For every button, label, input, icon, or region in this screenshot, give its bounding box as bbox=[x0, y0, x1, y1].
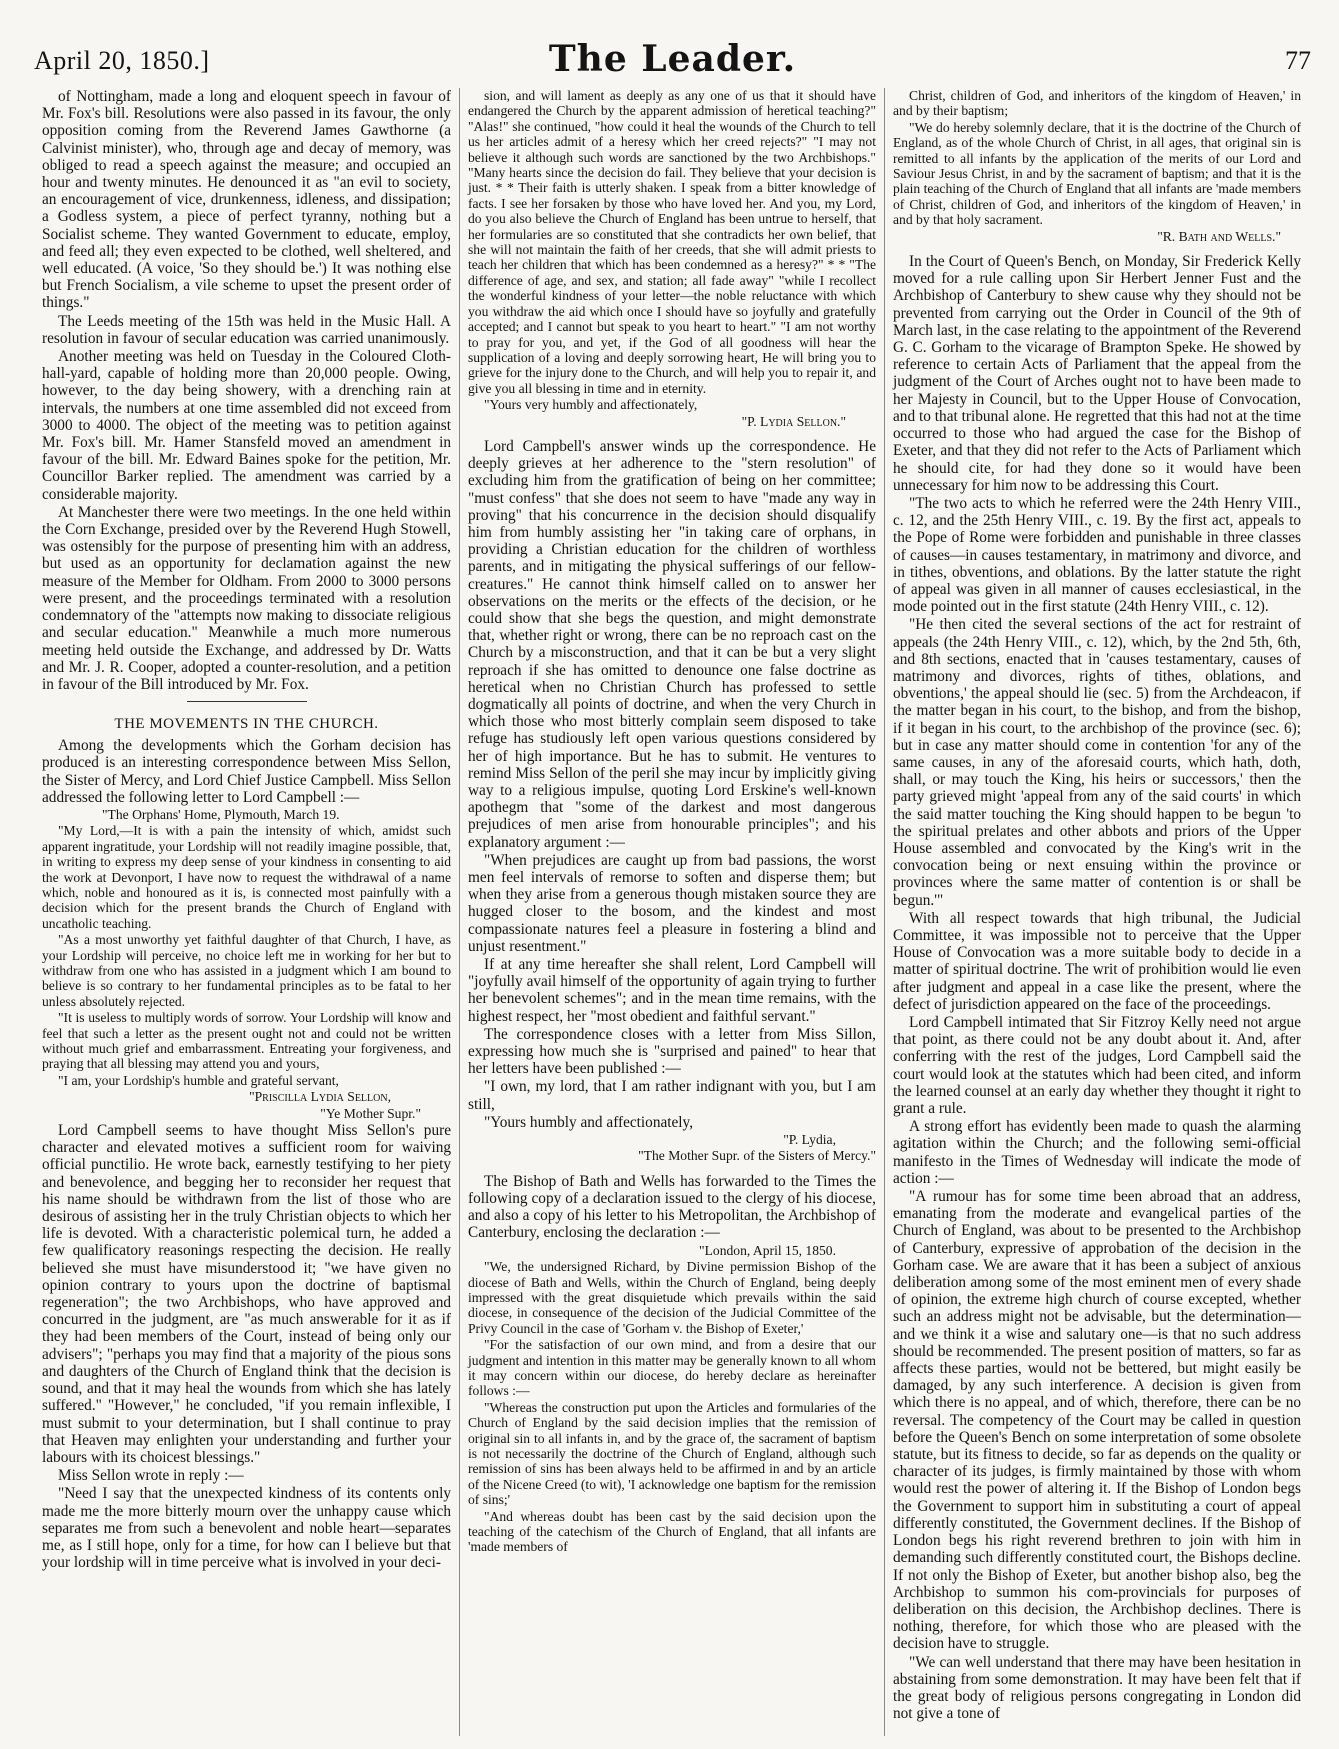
paragraph: "He then cited the several sections of the act for restraint of appeals (the 24th Henry VIII., c. 12), which, by the 2nd 5th, 6th, and 8th sections, enacted that in 'causes testamentary, causes of matrimony and divorces, rights of tithes, oblations, and obventions,' the appeal should lie (sec. 5) from the Archdeacon, if the matter began in his court, to the bishop, and from the bishop, if it began in his court, to the archbishop of the province (sec. 6); but in case any matter should come in contention 'for any of the same causes, in any of the aforesaid courts, which hath, doth, shall, or may touch the King, his heirs or successors,' then the party grieved might 'appeal from any of the said courts' in which the said matter touching the King should happen to be begun 'to the spiritual prelates and other abbots and priors of the Upper House assembled and convocated by the King's writ in the convocation being or next ensuing within the province or provinces where the same matter of contention is or shall be begun.'" bbox=[893, 616, 1301, 909]
paragraph: Miss Sellon wrote in reply :— bbox=[58, 1467, 244, 1485]
col2b-paragraphs bbox=[468, 438, 876, 1131]
paragraph: "Need I say that the unexpected kindness of its contents only made me the more bitterly mourn over the unhappy cause which separates me from such a benevolent and noble heart—separates me, as I still hope, only for a time, for how can I believe but that your lordship will in time perceive what is involved in your deci- bbox=[42, 1485, 451, 1572]
paragraph: The Leeds meeting of the 15th was held in the Music Hall. A resolution in favour of secular education was carried unanimously. bbox=[42, 312, 451, 347]
paragraph: "We, the undersigned Richard, by Divine permission Bishop of the diocese of Bath and Wells, within the Church of England, being deeply impressed with the great disquietude which prevails within the said diocese, in consequence of the decision of the Judicial Committee of the Privy Council in the case of 'Gorham v. the Bishop of Exeter,' bbox=[468, 1259, 876, 1336]
signature-line: "R. Bath and Wells." bbox=[1157, 228, 1281, 244]
paragraph: "Yours very humbly and affectionately, bbox=[484, 397, 698, 413]
paragraph: Lord Campbell intimated that Sir Fitzroy Kelly need not argue that point, as there could not be any doubt about it. And, after conferring with the rest of the judges, Lord Campbell said the court would look at the statutes which had been cited, and inform the learned counsel at an early day whether they thought it right to grant a rule. bbox=[893, 1014, 1301, 1118]
paragraph: "It is useless to multiply words of sorrow. Your Lordship will know and feel that such a letter as the present ought not and could not be written without much grief and embarrassment. Entreating your forgiveness, and praying that all blessing may attend you and yours, bbox=[42, 1010, 451, 1072]
section-heading: THE MOVEMENTS IN THE CHURCH. bbox=[114, 716, 379, 733]
spacer bbox=[468, 1165, 876, 1173]
paragraph: Lord Campbell's answer winds up the correspondence. He deeply grieves at her adherence to the "stern resolution" of excluding him from the gratification of being on her committee; "must confess" that she does not seem to have "made any way in proving" that his concurrence in the decision should disqualify him from humbly assisting her "in taking care of orphans, in providing a Christian education for the children of worthless parents, and in mitigating the physical sufferings of our fellow-creatures." He cannot think himself called on to answer her observations on the merits or the effects of the decision, or he could show that she begs the question, and might demonstrate that, whether right or wrong, there can be no reproach cast on the Church by a misconstruction, and that it can be but a very slight reproach if she has omitted to denounce one false doctrine as heretical when no Christian Church has professed to settle dogmatically all points of doctrine, and when the very Church in which those who most bitterly complain seem disposed to take refuge has studiously left open various questions considered by her of high importance. But he has to submit. He ventures to remind Miss Sellon of the peril she may incur by implicitly giving way to a religious impulse, quoting Lord Erskine's well-known apothegm that "some of the darkest and most dangerous prejudices of men arise from honourable principles"; and his explanatory argument :— bbox=[468, 437, 876, 851]
paragraph: With all respect towards that high tribunal, the Judicial Committee, it was impossible not to perceive that the Upper House of Convocation was a more suitable body to decide in a matter of spiritual doctrine. The writ of prohibition would lie even after judgment and appeal in a case like the present, where the defect of jurisdiction appeared on the face of the proceedings. bbox=[893, 909, 1301, 1013]
paragraph: Lord Campbell seems to have thought Miss Sellon's pure character and elevated motives a sufficient room for waiving official punctilio. He wrote back, earnestly testifying to her piety and benevolence, and begging her to reconsider her request that his name should be withdrawn from the list of those who are desirous of assisting her in the truly Christian objects to which her life is devoted. With a characteristic polemical turn, he added a few qualificatory reasonings respecting the decision. He really believed she must have misunderstood it; "we have given no opinion contrary to yours upon the doctrine of baptismal regeneration"; the two Archbishops, who have approved and concurred in the judgment, are "as much answerable for it as if they had been members of the Court, instead of being only our advisers"; "perhaps you may find that a majority of the pious sons and daughters of the Church of England think that the decision is sound, and that it may heal the wounds from which she has lately suffered." "However," he concluded, "if you remain inflexible, I must submit to your determination, but I shall continue to pray that Heaven may enlighten your understanding and further your labours with its choicest blessings." bbox=[42, 1122, 451, 1466]
paragraph: "We can well understand that there may have been hesitation in abstaining from some demonstration. It may have been felt that if the great body of religious persons congregating in London did not give a tone of bbox=[893, 1653, 1301, 1723]
paragraph: If at any time hereafter she shall relent, Lord Campbell will "joyfully avail himself of the opportunity of again trying to further her benevolent schemes"; and in the mean time remains, with the highest respect, her "most obedient and faithful servant." bbox=[468, 956, 876, 1025]
section-rule bbox=[187, 701, 307, 702]
columns bbox=[34, 88, 1311, 1736]
paragraph: "And whereas doubt has been cast by the said decision upon the teaching of the catechism of the Church of England, that all infants are 'made members of bbox=[468, 1508, 876, 1555]
col1b-paragraphs bbox=[42, 737, 451, 806]
spacer bbox=[468, 430, 876, 438]
paragraph: The Bishop of Bath and Wells has forwarded to the Times the following copy of a declaration issued to the clergy of his diocese, and also a copy of his letter to his Metropolitan, the Archbishop of Canterbury, enclosing the declaration :— bbox=[468, 1172, 876, 1242]
paragraph: Christ, children of God, and inheritors of the kingdom of Heaven,' in and by their baptism; bbox=[893, 88, 1301, 119]
column-2 bbox=[459, 88, 884, 1736]
paragraph: "I am, your Lordship's humble and grateful servant, bbox=[58, 1072, 339, 1088]
paragraph: "Whereas the construction put upon the Articles and formularies of the Church of England by the said decision implies that the remission of original sin to all infants in, and by the grace of, the sacrament of baptism is not necessarily the doctrine of the Church of England, although such remission of sins has been always held to be affirmed in and by an article of the Nicene Creed (to wit), 'I acknowledge one baptism for the remission of sins;' bbox=[468, 1399, 876, 1508]
col1c-paragraphs bbox=[42, 1122, 451, 1571]
paragraph: Another meeting was held on Tuesday in the Coloured Cloth-hall-yard, capable of holding more than 20,000 people. Owing, however, to the day being showery, with a drenching rain at intervals, the numbers at one time assembled did not exceed from 3000 to 4000. The object of the meeting was to petition against Mr. Fox's bill. Mr. Hamer Stansfeld moved an amendment in favour of the bill. Mr. Edward Baines spoke for the petition, Mr. Councillor Barker replied. The amendment was carried by a considerable majority. bbox=[42, 348, 451, 503]
paragraph: sion, and will lament as deeply as any one of us that it should have endangered the Church by the apparent admission of heretical teaching?" "Alas!" she continued, "how could it heal the wounds of the Church to tell us her articles admit of a heresy which her creed rejects?" "I may not believe it although such words are sanctioned by the two Archbishops." "Many hearts since the decision do fail. They believe that your decision is just. * * Their faith is utterly shaken. I speak from a bitter knowledge of facts. I see her forsaken by those who have loved her. And you, my Lord, do you also believe the Church of England has been untrue to herself, that her formularies are so constituted that she contradicts her own belief, that she will not maintain the faith of her creeds, that she will admit priests to teach her children that which has been condemned as a heresy?" * * "The difference of age, and sex, and station; all fade away" "while I recollect the wonderful kindness of your letter—the noble reluctance with which you withdraw the aid which once I should have so joyfully and gratefully accepted; and I cannot but speak to you heart to heart." "I am not worthy to pray for you, and yet, if the God of all goodness will hear the supplication of a loving and deeply sorrowing heart, He will bring you to grieve for the injury done to the Church, and will help you to repair it, and give you all blessing in time and in eternity. bbox=[468, 88, 876, 396]
paragraph: "My Lord,—It is with a pain the intensity of which, amidst such apparent ingratitude, your Lordship will not readily imagine possible, that, in writing to express my deep sense of your kindness in consenting to aid the work at Devonport, I have now to request the withdrawal of a name which, noble and honoured as it is, is connected most painfully with a decision which for the present brands the Church of England with uncatholic teaching. bbox=[42, 823, 451, 931]
paragraph: "We do hereby solemnly declare, that it is the doctrine of the Church of England, as of the whole Church of Christ, in all ages, that original sin is remitted to all infants by the application of the merits of our Lord and Saviour Jesus Christ, in and by the sacrament of baptism; and that it is the plain teaching of the Church of England that all infants are 'made members of Christ, children of God, and inheritors of the kingdom of Heaven,' in and by that holy sacrament. bbox=[893, 119, 1301, 228]
column-1 bbox=[34, 88, 459, 1736]
masthead bbox=[34, 38, 1311, 78]
paragraph: of Nottingham, made a long and eloquent speech in favour of Mr. Fox's bill. Resolutions were also passed in its favour, the only opposition coming from the Reverend James Gawthorne (a Calvinist minister), who, through age and decay of memory, was obliged to read a speech against the measure; and occupied an hour and twenty minutes. He denounced it as "an evil to society, an encouragement of vice, drunkenness, idleness, and dissipation; a Godless system, a piece of perfect tyranny, nothing but a Socialist scheme. They wanted Government to educate, employ, and feed all; they even expected to be clothed, well sheltered, and well educated. (A voice, 'So they should be.') It was nothing else but French Socialism, a vile scheme to upset the present order of things." bbox=[42, 88, 451, 312]
paragraph: "Yours humbly and affectionately, bbox=[484, 1113, 694, 1131]
col2-paragraphs bbox=[468, 88, 876, 413]
col1-paragraphs bbox=[42, 88, 451, 693]
signature-line: "P. Lydia, bbox=[783, 1132, 836, 1148]
signature-title: "Ye Mother Supr." bbox=[320, 1105, 421, 1121]
paragraph: In the Court of Queen's Bench, on Monday, Sir Frederick Kelly moved for a rule calling upon Sir Herbert Jenner Fust and the Archbishop of Canterbury to shew cause why they should not be prevented from carrying out the Order in Council of the 9th of March last, in the case relating to the appointment of the Reverend G. C. Gorham to the vicarage of Brampton Speke. He showed by reference to certain Acts of Parliament that the appeal from the judgment of the Court of Arches ought not to have been made to her Majesty in Council, but to the Upper House of Convocation, and to that tribunal alone. He regretted that this had not at the time occurred to those who had argued the case for the Bishop of Exeter, and that they did not refer to the Acts of Parliament which he should cite, for had they done so it would have been unnecessary for him now to be addressing this Court. bbox=[893, 253, 1301, 494]
paragraph: "For the satisfaction of our own mind, and from a desire that our judgment and intention in this matter may be generally known to all whom it may concern within our diocese, do hereby declare as hereinafter follows :— bbox=[468, 1337, 876, 1399]
letter-place-date: "The Orphans' Home, Plymouth, March 19. bbox=[102, 806, 340, 822]
signature-title: "The Mother Supr. of the Sisters of Mercy." bbox=[638, 1148, 876, 1164]
col3-paragraphs bbox=[893, 88, 1301, 228]
col2c-paragraphs bbox=[468, 1173, 876, 1242]
paragraph: The correspondence closes with a letter from Miss Sillon, expressing how much she is "surprised and pained" to hear that her letters have been published :— bbox=[468, 1025, 876, 1078]
issue-date: April 20, 1850.] bbox=[34, 46, 210, 75]
paragraph: "The two acts to which he referred were the 24th Henry VIII., c. 12, and the 25th Henry VIII., c. 19. By the first act, appeals to the Pope of Rome were forbidden and punishable in three classes of causes—in causes testamentary, in matrimony and divorce, and in tithes, obventions, and oblations. By the latter statute the right of appeal was given in all manner of causes ecclesiastical, in the mode pointed out in the first statute (24th Henry VIII., c. 12). bbox=[893, 494, 1301, 616]
paragraph: At Manchester there were two meetings. In the one held within the Corn Exchange, presided over by the Reverend Hugh Stowell, was ostensibly for the purpose of presenting him with an address, but used as an opportunity for declamation against the new measure of the Member for Oldham. From 2000 to 3000 persons were present, and the proceedings terminated with a resolution condemnatory of the "attempts now making to dissociate religious and secular education." Meanwhile a much more numerous meeting held outside the Exchange, and addressed by Dr. Watts and Mr. J. R. Cooper, adopted a counter-resolution, and a petition in favour of the Bill introduced by Mr. Fox. bbox=[42, 503, 451, 693]
paragraph: A strong effort has evidently been made to quash the alarming agitation within the Church; and the following semi-official manifesto in the Times of Wednesday will indicate the mode of action :— bbox=[893, 1118, 1301, 1187]
signature-line: "Priscilla Lydia Sellon, bbox=[249, 1089, 391, 1105]
col3b-paragraphs bbox=[893, 253, 1301, 1722]
column-3 bbox=[884, 88, 1309, 1736]
paragraph: Among the developments which the Gorham decision has produced is an interesting correspondence between Miss Sellon, the Sister of Mercy, and Lord Chief Justice Campbell. Miss Sellon addressed the following letter to Lord Campbell :— bbox=[42, 737, 451, 806]
col1-letter bbox=[42, 823, 451, 1088]
spacer bbox=[893, 245, 1301, 253]
paragraph: "As a most unworthy yet faithful daughter of that Church, I have, as your Lordship will perceive, no choice left me in working for her but to withdraw from one who has assisted in a judgment which I am bound to believe is so contrary to her fundamental principles as to be fatal to her unless absolutely rejected. bbox=[42, 932, 451, 1009]
paragraph: "When prejudices are caught up from bad passions, the worst men feel intervals of remorse to soften and disperse them; but when they arise from a generous though mistaken source they are hugged closer to the bosom, and the kindest and most compassionate natures feel a pleasure in fostering a blind and unjust resentment." bbox=[468, 851, 876, 955]
paragraph: "I own, my lord, that I am rather indignant with you, but I am still, bbox=[468, 1078, 876, 1113]
paragraph: "A rumour has for some time been abroad that an address, emanating from the moderate and evangelical parties of the Church of England, was about to be presented to the Archbishop of Canterbury, expressive of approbation of the decision in the Gorham case. We are aware that it has been a subject of anxious deliberation among some of the most eminent men of every shade of opinion, the extreme high church of course excepted, whether such an address might not be advisable, but the determination—and we think it a wise and salutary one—is that no such address should be recommended. The present position of matters, so far as affects these parties, would not be bettered, but might easily be damaged, by any such interference. A decision is given from which there is no appeal, and of which, therefore, there can be no reversal. The competency of the Court may be called in question before the Queen's Bench on some interpretation of some obsolete statute, but its fitness to decide, so far as depends on the quality or character of its judges, is firmly maintained by those with whom would rest the power of altering it. If the Bishop of London begs the Government to support him in substituting a court of appeal differently constituted, the Government declines. If the Bishop of London begs his right reverend brethren to join with him in demanding such differently constituted court, the Bishops decline. If not only the Bishop of Exeter, but another bishop also, beg the Archbishop to summon his com-provincials for purposes of deliberation on this decision, the Archbishop declines. There is nothing, therefore, for which those who are pleased with the decision have to struggle. bbox=[893, 1188, 1301, 1653]
page-number: 77 bbox=[1285, 46, 1311, 75]
signature-line: "P. Lydia Sellon." bbox=[741, 413, 846, 429]
declaration-place-date: "London, April 15, 1850. bbox=[699, 1242, 836, 1258]
col2d-paragraphs bbox=[468, 1259, 876, 1555]
newspaper-title: The Leader. bbox=[548, 38, 797, 80]
